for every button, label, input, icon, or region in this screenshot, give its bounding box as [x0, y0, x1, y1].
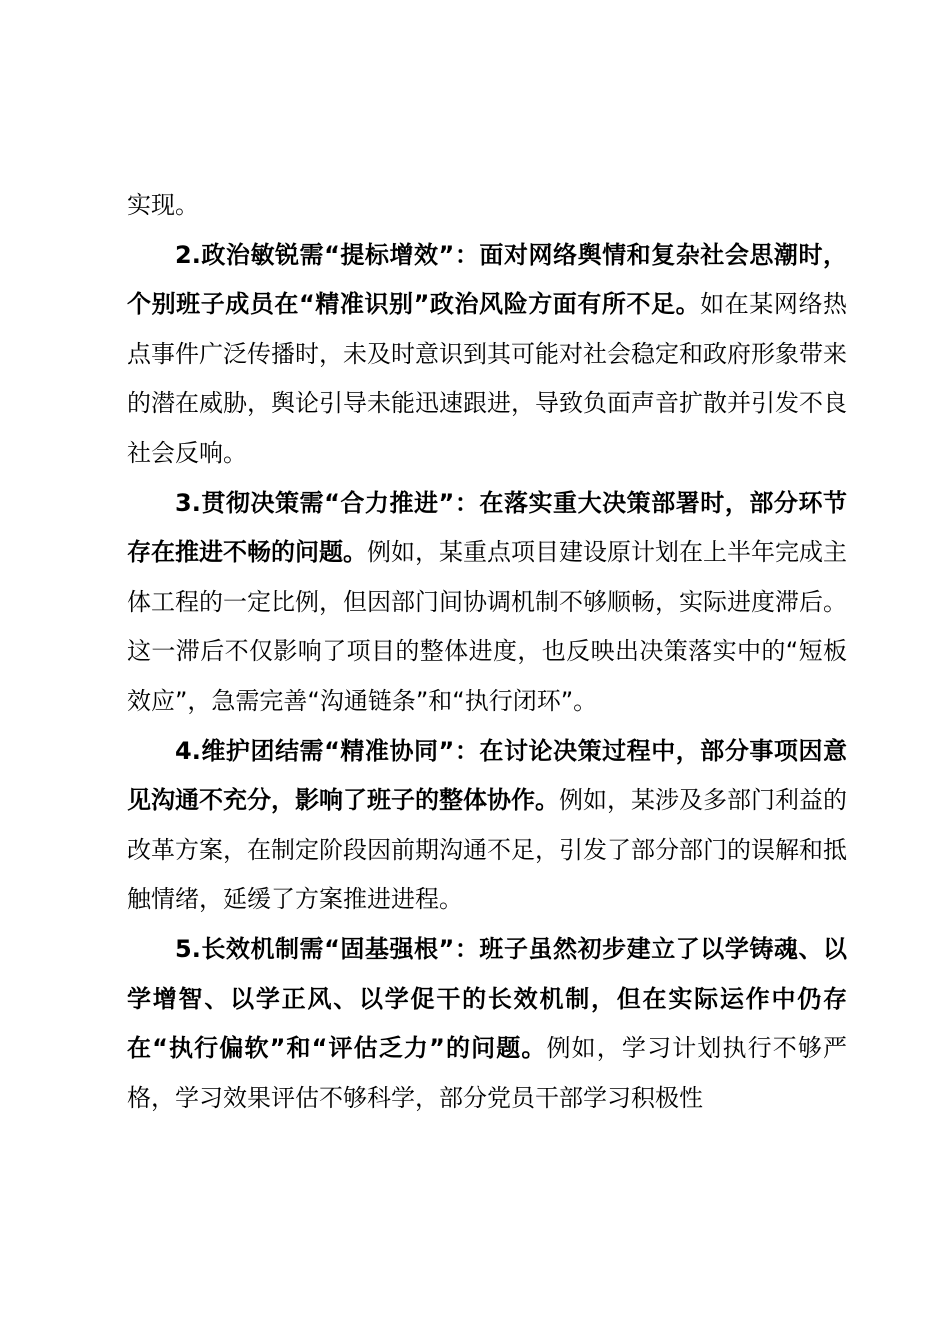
paragraph-decision-implementation [127, 479, 847, 727]
document-body [127, 181, 847, 1123]
paragraph-heading: 3.贯彻决策需“合力推进”：在落实重大决策部署时，部分环节存在推进不畅的问题。 [127, 488, 847, 567]
paragraph-continuation [127, 181, 847, 231]
paragraph-text: 如在某网络热点事件广泛传播时，未及时意识到其可能对社会稳定和政府形象带来的潜在威胁，舆论引导未能迅速跟进，导致负面声音扩散并引发不良社会反响。 [127, 290, 848, 467]
paragraph-heading: 2.政治敏锐需“提标增效”：面对网络舆情和复杂社会思潮时，个别班子成员在“精准识别”政治风险方面有所不足。 [127, 240, 847, 319]
paragraph-unity [127, 727, 847, 925]
paragraph-text: 例如，学习计划执行不够严格，学习效果评估不够科学，部分党员干部学习积极性 [127, 1034, 848, 1112]
paragraph-text: 例如，某重点项目建设原计划在上半年完成主体工程的一定比例，但因部门间协调机制不够顺畅，实际进度滞后。这一滞后不仅影响了项目的整体进度，也反映出决策落实中的“短板效应”，急需完善“沟通链条”和“执行闭环”。 [127, 538, 847, 715]
paragraph-heading: 5.长效机制需“固基强根”：班子虽然初步建立了以学铸魂、以学增智、以学正风、以学促干的长效机制，但在实际运作中仍存在“执行偏软”和“评估乏力”的问题。 [127, 934, 847, 1063]
paragraph-long-term-mechanism [127, 925, 847, 1123]
paragraph-text: 实现。 [127, 191, 199, 219]
paragraph-political-sensitivity [127, 231, 847, 479]
paragraph-text: 例如，某涉及多部门利益的改革方案，在制定阶段因前期沟通不足，引发了部分部门的误解和抵触情绪，延缓了方案推进进程。 [127, 786, 847, 914]
paragraph-heading: 4.维护团结需“精准协同”：在讨论决策过程中，部分事项因意见沟通不充分，影响了班子的整体协作。 [127, 736, 847, 815]
